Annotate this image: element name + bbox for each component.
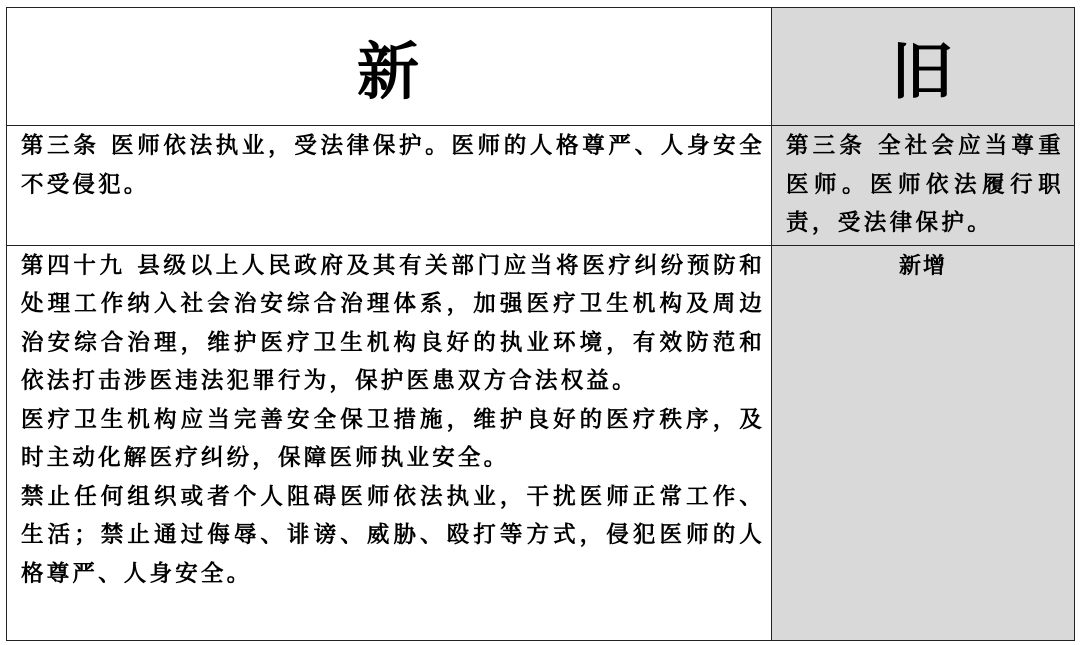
header-row xyxy=(7,8,1075,126)
new-article-49-paragraph-1: 第四十九 县级以上人民政府及其有关部门应当将医疗纠纷预防和处理工作纳入社会治安综合治理体系，加强医疗卫生机构及周边治安综合治理，维护医疗卫生机构良好的执业环境，有效防范和依法打击涉医违法犯罪行为，保护医患双方合法权益。 xyxy=(21,252,765,394)
old-article-3-cell xyxy=(772,126,1075,246)
old-article-49-cell xyxy=(772,245,1075,640)
comparison-table xyxy=(6,7,1075,641)
new-article-49-paragraph-3: 禁止任何组织或者个人阻碍医师依法执业，干扰医师正常工作、生活；禁止通过侮辱、诽谤、威胁、殴打等方式，侵犯医师的人格尊严、人身安全。 xyxy=(21,483,765,587)
table-row xyxy=(7,245,1075,640)
old-article-3-text: 第三条 全社会应当尊重医师。医师依法履行职责，受法律保护。 xyxy=(786,133,1064,236)
new-article-49-paragraph-2: 医疗卫生机构应当完善安全保卫措施，维护良好的医疗秩序，及时主动化解医疗纠纷，保障医师执业安全。 xyxy=(21,406,765,471)
new-column-header: 新 xyxy=(7,8,772,126)
new-article-3-text: 第三条 医师依法执业，受法律保护。医师的人格尊严、人身安全不受侵犯。 xyxy=(21,133,765,198)
table-row xyxy=(7,126,1075,246)
added-status-label: 新增 xyxy=(898,253,947,279)
new-article-49-cell xyxy=(7,245,772,640)
old-column-header: 旧 xyxy=(772,8,1075,126)
new-article-3-cell xyxy=(7,126,772,246)
